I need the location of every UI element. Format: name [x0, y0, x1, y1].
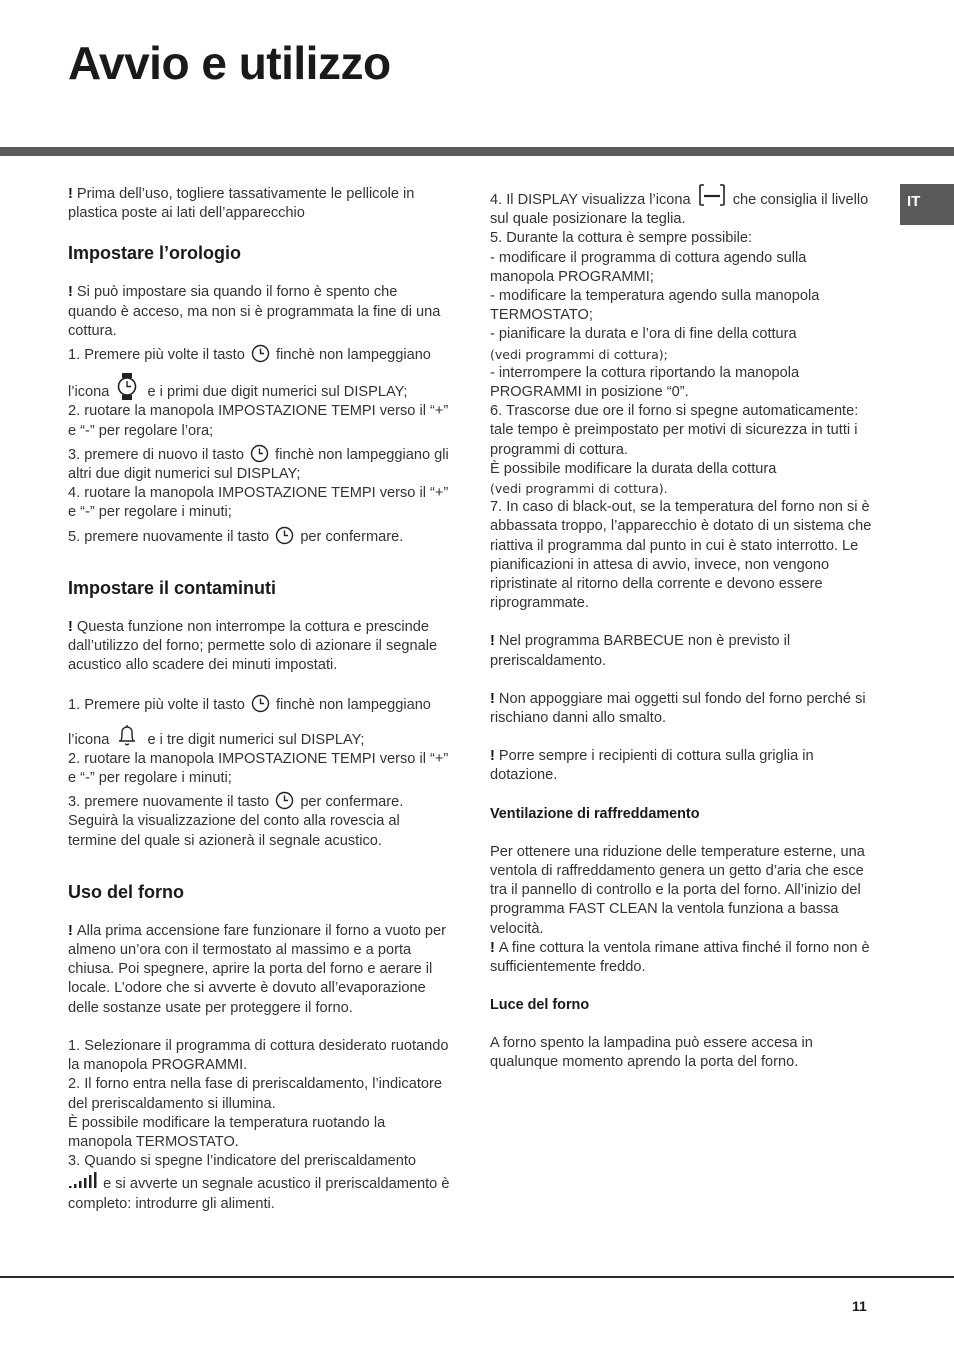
- warning-mark: !: [68, 922, 77, 939]
- step-5d: - interrompere la cottura riportando la manopola PROGRAMMI in posizione “0”.: [490, 364, 800, 401]
- ventilation-note: ! A fine cottura la ventola rimane attiva finché il forno non è sufficientemente freddo.: [490, 939, 870, 975]
- clock-icon: [251, 694, 270, 713]
- clock-note: ! Si può impostare sia quando il forno è spento che quando è acceso, ma non si è programmata la fine di una cottura.: [68, 284, 441, 339]
- step-5c-reference: (vedi programmi di cottura);: [490, 346, 668, 362]
- grill-note: ! Porre sempre i recipienti di cottura sulla griglia in dotazione.: [490, 748, 814, 784]
- step-7: 7. In caso di black-out, se la temperatura del forno non si è abbassata troppo, l’apparecchio è dotato di un sistema che riattiva il programma dal punto in cui è stato interrotto. Le pianificazioni in attesa di avvio, invece, non vengono ripristinate al ritorno della corrente e devono essere riprogrammate.: [490, 499, 872, 612]
- step-4-display: 4. Il DISPLAY visualizza l’icona che consiglia il livello sul quale posizionare la teglia.: [490, 183, 872, 229]
- timer-note: ! Questa funzione non interrompe la cottura e prescinde dall’utilizzo del forno; permette solo di azionare il segnale acustico allo scadere dei minuti impostati.: [68, 618, 438, 674]
- warning-mark: !: [68, 284, 77, 301]
- warning-mark: !: [490, 748, 499, 765]
- warning-mark: !: [68, 618, 77, 635]
- right-column: [490, 183, 872, 1073]
- warning-mark: !: [490, 939, 499, 956]
- oven-step-3b: e si avverte un segnale acustico il preriscaldamento è completo: introdurre gli alimenti.: [68, 1171, 450, 1213]
- rack-level-icon: [697, 183, 727, 207]
- left-column: [68, 185, 450, 1214]
- clock-icon: [250, 444, 269, 463]
- clock-step-4: 4. ruotare la manopola IMPOSTAZIONE TEMPI verso il “+” e “-” per regolare i minuti;: [68, 485, 449, 521]
- warning-mark: !: [490, 633, 499, 650]
- oven-step-1: 1. Selezionare il programma di cottura desiderato ruotando la manopola PROGRAMMI.: [68, 1037, 449, 1074]
- clock-step-5: 5. premere nuovamente il tasto per confermare.: [68, 526, 450, 547]
- page-number: 11: [852, 1298, 867, 1314]
- clock-icon: [251, 344, 270, 363]
- timer-section-heading: Impostare il contaminuti: [68, 577, 277, 598]
- intro-warning: ! Prima dell’uso, togliere tassativamente le pellicole in plastica poste ai lati dell’apparecchio: [68, 186, 415, 222]
- timer-step-1: 1. Premere più volte il tasto finchè non lampeggiano: [68, 694, 450, 715]
- oven-step-2b: È possibile modificare la temperatura ruotando la manopola TERMOSTATO.: [68, 1114, 386, 1150]
- preheat-bars-icon: [68, 1171, 98, 1189]
- oven-note: ! Alla prima accensione fare funzionare il forno a vuoto per almeno un’ora con il termostato al massimo e a porta chiusa. Poi spegnere, aprire la porta del forno e aerare il locale. L’odore che si avverte è dovuto all’evaporazione delle sostanze usate per proteggere il forno.: [68, 922, 447, 1016]
- barbecue-note: ! Nel programma BARBECUE non è previsto il preriscaldamento.: [490, 633, 791, 669]
- step-5a: - modificare il programma di cottura agendo sulla manopola PROGRAMMI;: [490, 249, 807, 285]
- step-6b: È possibile modificare la durata della cottura: [490, 460, 777, 477]
- header-divider: [0, 147, 954, 156]
- oven-step-2: 2. Il forno entra nella fase di preriscaldamento, l’indicatore del preriscaldamento si illumina.: [68, 1076, 442, 1112]
- step-6b-reference: (vedi programmi di cottura).: [490, 481, 668, 497]
- step-6: 6. Trascorse due ore il forno si spegne automaticamente: tale tempo è preimpostato per motivi di sicurezza in tutti i programmi di cottura.: [490, 403, 859, 458]
- timer-step-3: 3. premere nuovamente il tasto per confermare. Seguirà la visualizzazione del conto alla rovescia al termine del quale si azionerà il segnale acustico.: [68, 791, 450, 851]
- warning-mark: !: [68, 186, 77, 202]
- ventilation-text: Per ottenere una riduzione delle temperature esterne, una ventola di raffreddamento genera un getto d’aria che esce tra il pannello di controllo e la porta del forno. All’inizio del programma FAST CLEAN la ventola funziona a bassa velocità.: [490, 843, 865, 937]
- clock-step-2: 2. ruotare la manopola IMPOSTAZIONE TEMPI verso il “+” e “-” per regolare l’ora;: [68, 403, 449, 439]
- clock-section-heading: Impostare l’orologio: [68, 243, 242, 264]
- footer-divider: [0, 1276, 954, 1278]
- oven-light-heading: Luce del forno: [490, 997, 590, 1014]
- step-5: 5. Durante la cottura è sempre possibile:: [490, 230, 753, 247]
- clock-icon: [275, 526, 294, 545]
- oven-light-text: A forno spento la lampadina può essere accesa in qualunque momento aprendo la porta del forno.: [490, 1035, 813, 1071]
- timer-step-2: 2. ruotare la manopola IMPOSTAZIONE TEMPI verso il “+” e “-” per regolare i minuti;: [68, 750, 449, 787]
- ventilation-heading: Ventilazione di raffreddamento: [490, 805, 700, 822]
- clock-icon: [275, 791, 294, 810]
- watch-icon: [117, 373, 137, 400]
- warning-mark: !: [490, 690, 499, 707]
- step-5b: - modificare la temperatura agendo sulla manopola TERMOSTATO;: [490, 288, 820, 324]
- clock-step-3: 3. premere di nuovo il tasto finchè non lampeggiano gli altri due digit numerici sul DISPLAY;: [68, 444, 450, 484]
- page-title: Avvio e utilizzo: [68, 37, 391, 89]
- step-5c: - pianificare la durata e l’ora di fine della cottura: [490, 326, 797, 343]
- language-tab: IT: [900, 184, 954, 225]
- enamel-note: ! Non appoggiare mai oggetti sul fondo del forno perché si rischiano danni allo smalto.: [490, 690, 866, 727]
- oven-step-3: 3. Quando si spegne l’indicatore del preriscaldamento: [68, 1153, 417, 1170]
- timer-step-1b: l’icona e i tre digit numerici sul DISPLAY;: [68, 724, 450, 750]
- bell-icon: [117, 724, 137, 748]
- clock-step-1b: l’icona e i primi due digit numerici sul DISPLAY;: [68, 373, 450, 402]
- oven-section-heading: Uso del forno: [68, 881, 184, 902]
- clock-step-1: 1. Premere più volte il tasto finchè non lampeggiano: [68, 344, 450, 365]
